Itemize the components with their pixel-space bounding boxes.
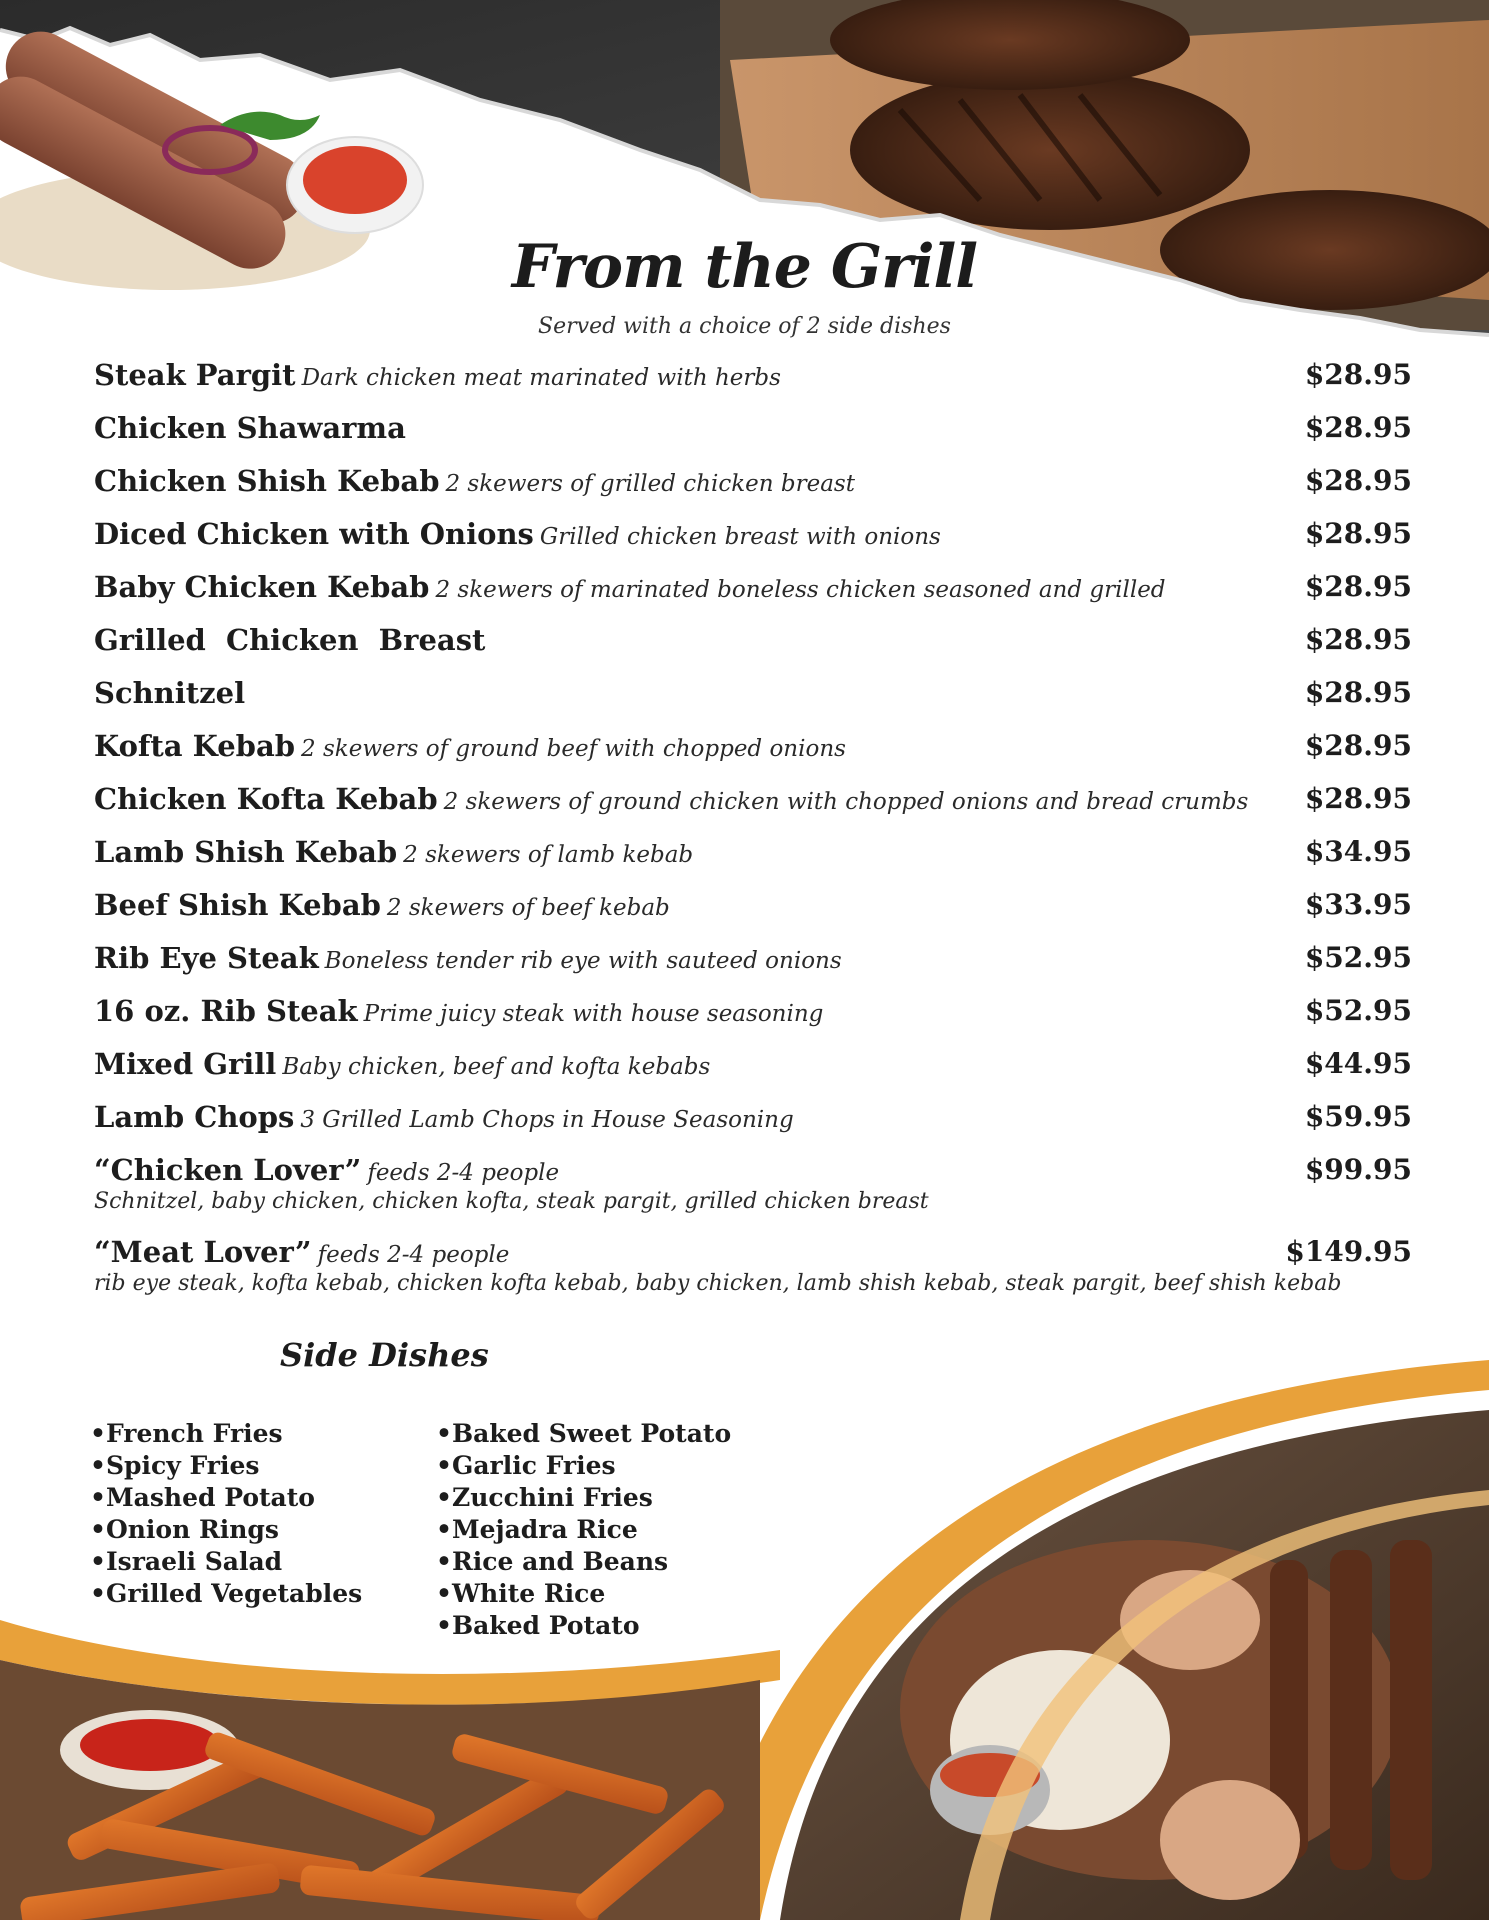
item-name: Steak Pargit bbox=[94, 358, 296, 392]
item-price: $28.95 bbox=[1304, 570, 1412, 603]
item-name: Chicken Shish Kebab bbox=[94, 464, 440, 498]
item-desc: Grilled chicken breast with onions bbox=[539, 524, 941, 550]
item-name: 16 oz. Rib Steak bbox=[94, 994, 358, 1028]
side-dish-item: •Israeli Salad bbox=[90, 1547, 283, 1576]
platter-price: $149.95 bbox=[1285, 1235, 1412, 1268]
item-name: Baby Chicken Kebab bbox=[94, 570, 430, 604]
item-desc: 2 skewers of marinated boneless chicken seasoned and grilled bbox=[435, 577, 1166, 603]
item-desc: Boneless tender rib eye with sauteed onions bbox=[324, 948, 842, 974]
menu-item bbox=[94, 517, 1412, 570]
item-desc: Dark chicken meat marinated with herbs bbox=[301, 365, 781, 391]
top-band-art bbox=[0, 0, 1489, 360]
side-dish-item: •Baked Potato bbox=[436, 1611, 640, 1640]
item-price: $44.95 bbox=[1304, 1047, 1412, 1080]
item-price: $28.95 bbox=[1304, 517, 1412, 550]
grill-menu bbox=[94, 358, 1412, 1317]
side-dish-item: •French Fries bbox=[90, 1419, 283, 1448]
menu-item bbox=[94, 358, 1412, 411]
platter-contents: rib eye steak, kofta kebab, chicken kofta kebab, baby chicken, lamb shish kebab, steak pargit, beef shish kebab bbox=[94, 1271, 1342, 1296]
item-name: Chicken Kofta Kebab bbox=[94, 782, 438, 816]
item-price: $28.95 bbox=[1304, 623, 1412, 656]
side-dish-item: •Spicy Fries bbox=[90, 1451, 260, 1480]
side-dish-item: •Grilled Vegetables bbox=[90, 1579, 363, 1608]
item-price: $28.95 bbox=[1304, 411, 1412, 444]
menu-item bbox=[94, 782, 1412, 835]
platter-name: “Meat Lover” bbox=[94, 1235, 312, 1269]
item-name: Mixed Grill bbox=[94, 1047, 277, 1081]
menu-item bbox=[94, 623, 1412, 676]
page-subtitle: Served with a choice of 2 side dishes bbox=[538, 314, 951, 339]
item-price: $28.95 bbox=[1304, 676, 1412, 709]
menu-item bbox=[94, 464, 1412, 517]
menu-item bbox=[94, 1100, 1412, 1153]
item-price: $52.95 bbox=[1304, 994, 1412, 1027]
item-price: $52.95 bbox=[1304, 941, 1412, 974]
mixed-grill-photo bbox=[780, 1410, 1489, 1920]
item-desc: 2 skewers of lamb kebab bbox=[403, 842, 694, 868]
item-name: Grilled Chicken Breast bbox=[94, 623, 486, 657]
side-dish-item: •Garlic Fries bbox=[436, 1451, 616, 1480]
platter-desc: feeds 2-4 people bbox=[317, 1242, 510, 1268]
platter-price: $99.95 bbox=[1304, 1153, 1412, 1186]
item-desc: 2 skewers of ground chicken with chopped onions and bread crumbs bbox=[443, 789, 1249, 815]
item-price: $28.95 bbox=[1304, 782, 1412, 815]
item-price: $33.95 bbox=[1304, 888, 1412, 921]
side-dish-item: •Mashed Potato bbox=[90, 1483, 315, 1512]
menu-item bbox=[94, 676, 1412, 729]
item-desc: 2 skewers of ground beef with chopped onions bbox=[301, 736, 846, 762]
menu-item bbox=[94, 994, 1412, 1047]
menu-item bbox=[94, 411, 1412, 464]
item-desc: Baby chicken, beef and kofta kebabs bbox=[282, 1054, 711, 1080]
item-name: Lamb Shish Kebab bbox=[94, 835, 398, 869]
platter-desc: feeds 2-4 people bbox=[367, 1160, 560, 1186]
item-price: $34.95 bbox=[1304, 835, 1412, 868]
side-dish-item: •Baked Sweet Potato bbox=[436, 1419, 732, 1448]
side-dish-item: •Rice and Beans bbox=[436, 1547, 669, 1576]
side-dish-item: •Zucchini Fries bbox=[436, 1483, 653, 1512]
item-price: $28.95 bbox=[1304, 358, 1412, 391]
side-dish-item: •Mejadra Rice bbox=[436, 1515, 638, 1544]
page-title: From the Grill bbox=[511, 232, 978, 302]
side-dish-item: •Onion Rings bbox=[90, 1515, 279, 1544]
item-desc: 2 skewers of beef kebab bbox=[386, 895, 670, 921]
menu-item bbox=[94, 570, 1412, 623]
menu-item bbox=[94, 941, 1412, 994]
side-dishes-column-2 bbox=[436, 1418, 731, 1642]
item-price: $28.95 bbox=[1304, 729, 1412, 762]
menu-item bbox=[94, 888, 1412, 941]
platter-item bbox=[94, 1235, 1412, 1317]
platter-item bbox=[94, 1153, 1412, 1235]
item-price: $59.95 bbox=[1304, 1100, 1412, 1133]
item-price: $28.95 bbox=[1304, 464, 1412, 497]
bottom-band-art bbox=[0, 1320, 1489, 1920]
bottom-photo-band bbox=[0, 1320, 1489, 1920]
platter-name: “Chicken Lover” bbox=[94, 1153, 362, 1187]
item-name: Chicken Shawarma bbox=[94, 411, 406, 445]
item-desc: 2 skewers of grilled chicken breast bbox=[445, 471, 855, 497]
side-dish-item: •White Rice bbox=[436, 1579, 606, 1608]
item-desc: 3 Grilled Lamb Chops in House Seasoning bbox=[300, 1107, 794, 1133]
top-photo-band bbox=[0, 0, 1489, 360]
platter-contents: Schnitzel, baby chicken, chicken kofta, steak pargit, grilled chicken breast bbox=[94, 1189, 929, 1214]
item-desc: Prime juicy steak with house seasoning bbox=[363, 1001, 824, 1027]
side-dishes-column-1 bbox=[90, 1418, 362, 1610]
side-dishes-title: Side Dishes bbox=[280, 1336, 489, 1374]
menu-item bbox=[94, 835, 1412, 888]
item-name: Rib Eye Steak bbox=[94, 941, 319, 975]
item-name: Kofta Kebab bbox=[94, 729, 296, 763]
menu-item bbox=[94, 1047, 1412, 1100]
menu-item bbox=[94, 729, 1412, 782]
item-name: Schnitzel bbox=[94, 676, 246, 710]
item-name: Lamb Chops bbox=[94, 1100, 295, 1134]
item-name: Beef Shish Kebab bbox=[94, 888, 381, 922]
item-name: Diced Chicken with Onions bbox=[94, 517, 534, 551]
